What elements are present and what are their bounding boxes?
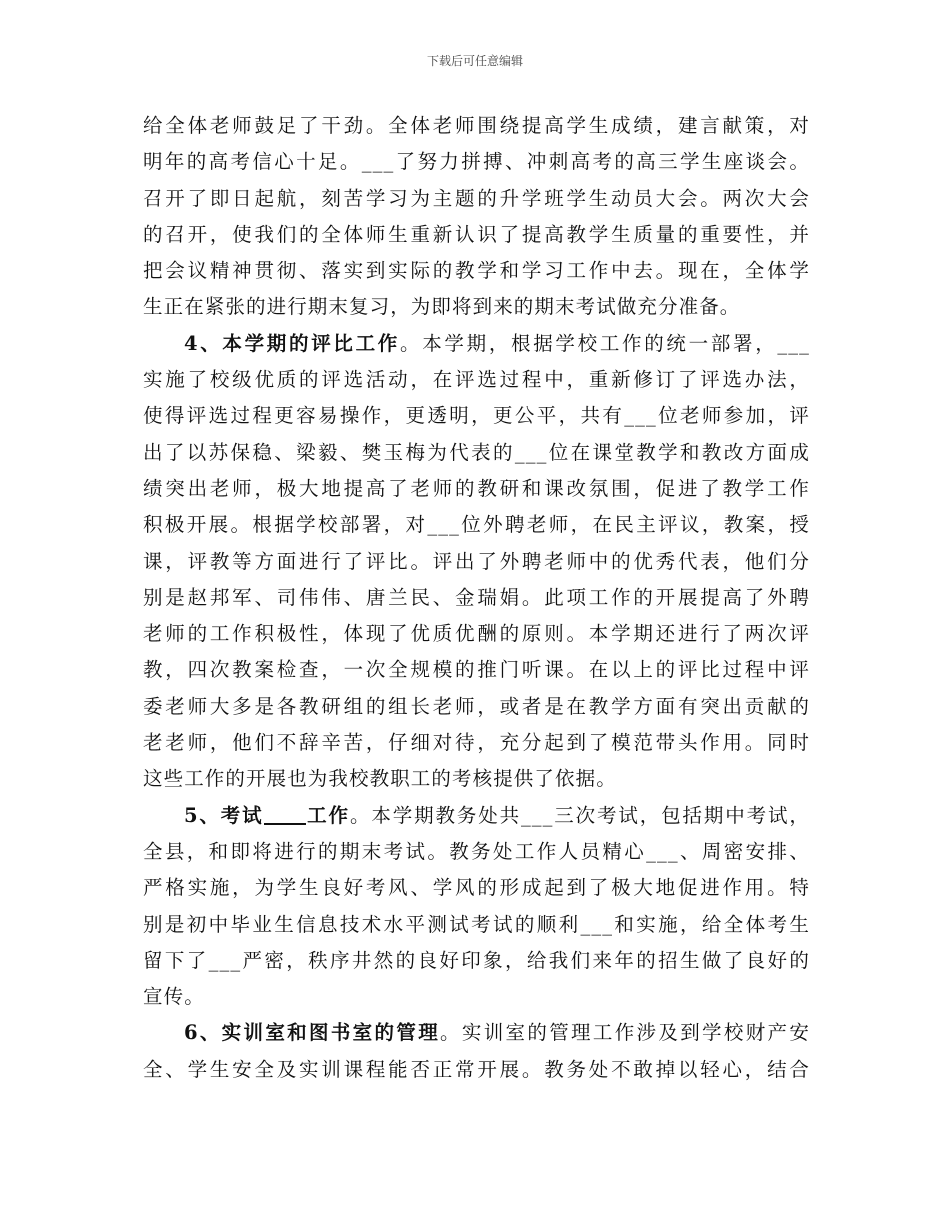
heading-trailing-text: 。实训室的管理工作涉及到学校财产安 [440, 1021, 810, 1045]
text-line: 绩突出老师，极大地提高了老师的教研和课改氛围，促进了教学工作 [143, 476, 810, 500]
section-heading [184, 804, 350, 827]
text-line: 宣传。 [143, 985, 205, 1009]
text-line-first [143, 798, 810, 834]
text-line: 这些工作的开展也为我校教职工的考核提供了依据。 [143, 767, 617, 791]
section-heading: 4、本学期的评比工作 [183, 331, 401, 355]
page-header: 下载后可任意编辑 [426, 54, 523, 68]
text-line: 别是赵邦军、司伟伟、唐兰民、金瑞娟。此项工作的开展提高了外聘 [143, 585, 810, 609]
text-line: 实施了校级优质的评选活动，在评选过程中，重新修订了评选办法， [143, 368, 810, 392]
text-line: 委老师大多是各教研组的组长老师，或者是在教学方面有突出贡献的 [143, 694, 810, 718]
document-body [143, 108, 810, 1088]
text-line: 老老师，他们不辞辛苦，仔细对待，充分起到了模范带头作用。同时 [143, 731, 810, 755]
section-heading-part-b: 工作 [306, 803, 350, 827]
text-line: 的召开，使我们的全体师生重新认识了提高教学生质量的重要性，并 [143, 222, 810, 246]
section-heading-part-a: 5、考试 [183, 803, 264, 827]
heading-trailing-text: 。本学期教务处共___三次考试，包括期中考试， [349, 803, 810, 827]
text-line: 把会议精神贯彻、落实到实际的教学和学习工作中去。现在，全体学 [143, 259, 810, 283]
heading-blank-underline [264, 803, 307, 825]
heading-trailing-text: 。本学期，根据学校工作的统一部署，___ [400, 331, 810, 355]
text-line: 召开了即日起航，刻苦学习为主题的升学班学生动员大会。两次大会 [143, 186, 810, 210]
text-line: 教，四次教案检查，一次全规模的推门听课。在以上的评比过程中评 [143, 658, 810, 682]
text-line: 老师的工作积极性，体现了优质优酬的原则。本学期还进行了两次评 [143, 622, 810, 646]
paragraph-3 [143, 798, 810, 1016]
text-line: 全县，和即将进行的期末考试。教务处工作人员精心___、周密安排、 [143, 839, 810, 863]
text-line: 留下了___严密，秩序井然的良好印象，给我们来年的招生做了良好的 [143, 948, 810, 972]
paragraph-1 [143, 108, 810, 326]
text-line-first [143, 1015, 810, 1051]
text-line-first [143, 326, 810, 362]
text-line: 明年的高考信心十足。___了努力拼搏、冲刺高考的高三学生座谈会。 [143, 150, 810, 174]
text-line: 课，评教等方面进行了评比。评出了外聘老师中的优秀代表，他们分 [143, 549, 810, 573]
text-line: 出了以苏保稳、梁毅、樊玉梅为代表的___位在课堂教学和教改方面成 [143, 440, 810, 464]
paragraph-2 [143, 326, 810, 798]
text-line: 全、学生安全及实训课程能否正常开展。教务处不敢掉以轻心，结合 [143, 1057, 810, 1081]
text-line: 给全体老师鼓足了干劲。全体老师围绕提高学生成绩，建言献策，对 [143, 114, 810, 137]
section-heading: 6、实训室和图书室的管理 [183, 1021, 441, 1045]
text-line: 生正在紧张的进行期末复习，为即将到来的期末考试做充分准备。 [143, 295, 741, 319]
text-line: 使得评选过程更容易操作，更透明，更公平，共有___位老师参加，评 [143, 404, 810, 428]
text-line: 严格实施，为学生良好考风、学风的形成起到了极大地促进作用。特 [143, 876, 810, 900]
text-line: 别是初中毕业生信息技术水平测试考试的顺利___和实施，给全体考生 [143, 912, 810, 936]
paragraph-4 [143, 1015, 810, 1088]
text-line: 积极开展。根据学校部署，对___位外聘老师，在民主评议，教案，授 [143, 513, 810, 537]
